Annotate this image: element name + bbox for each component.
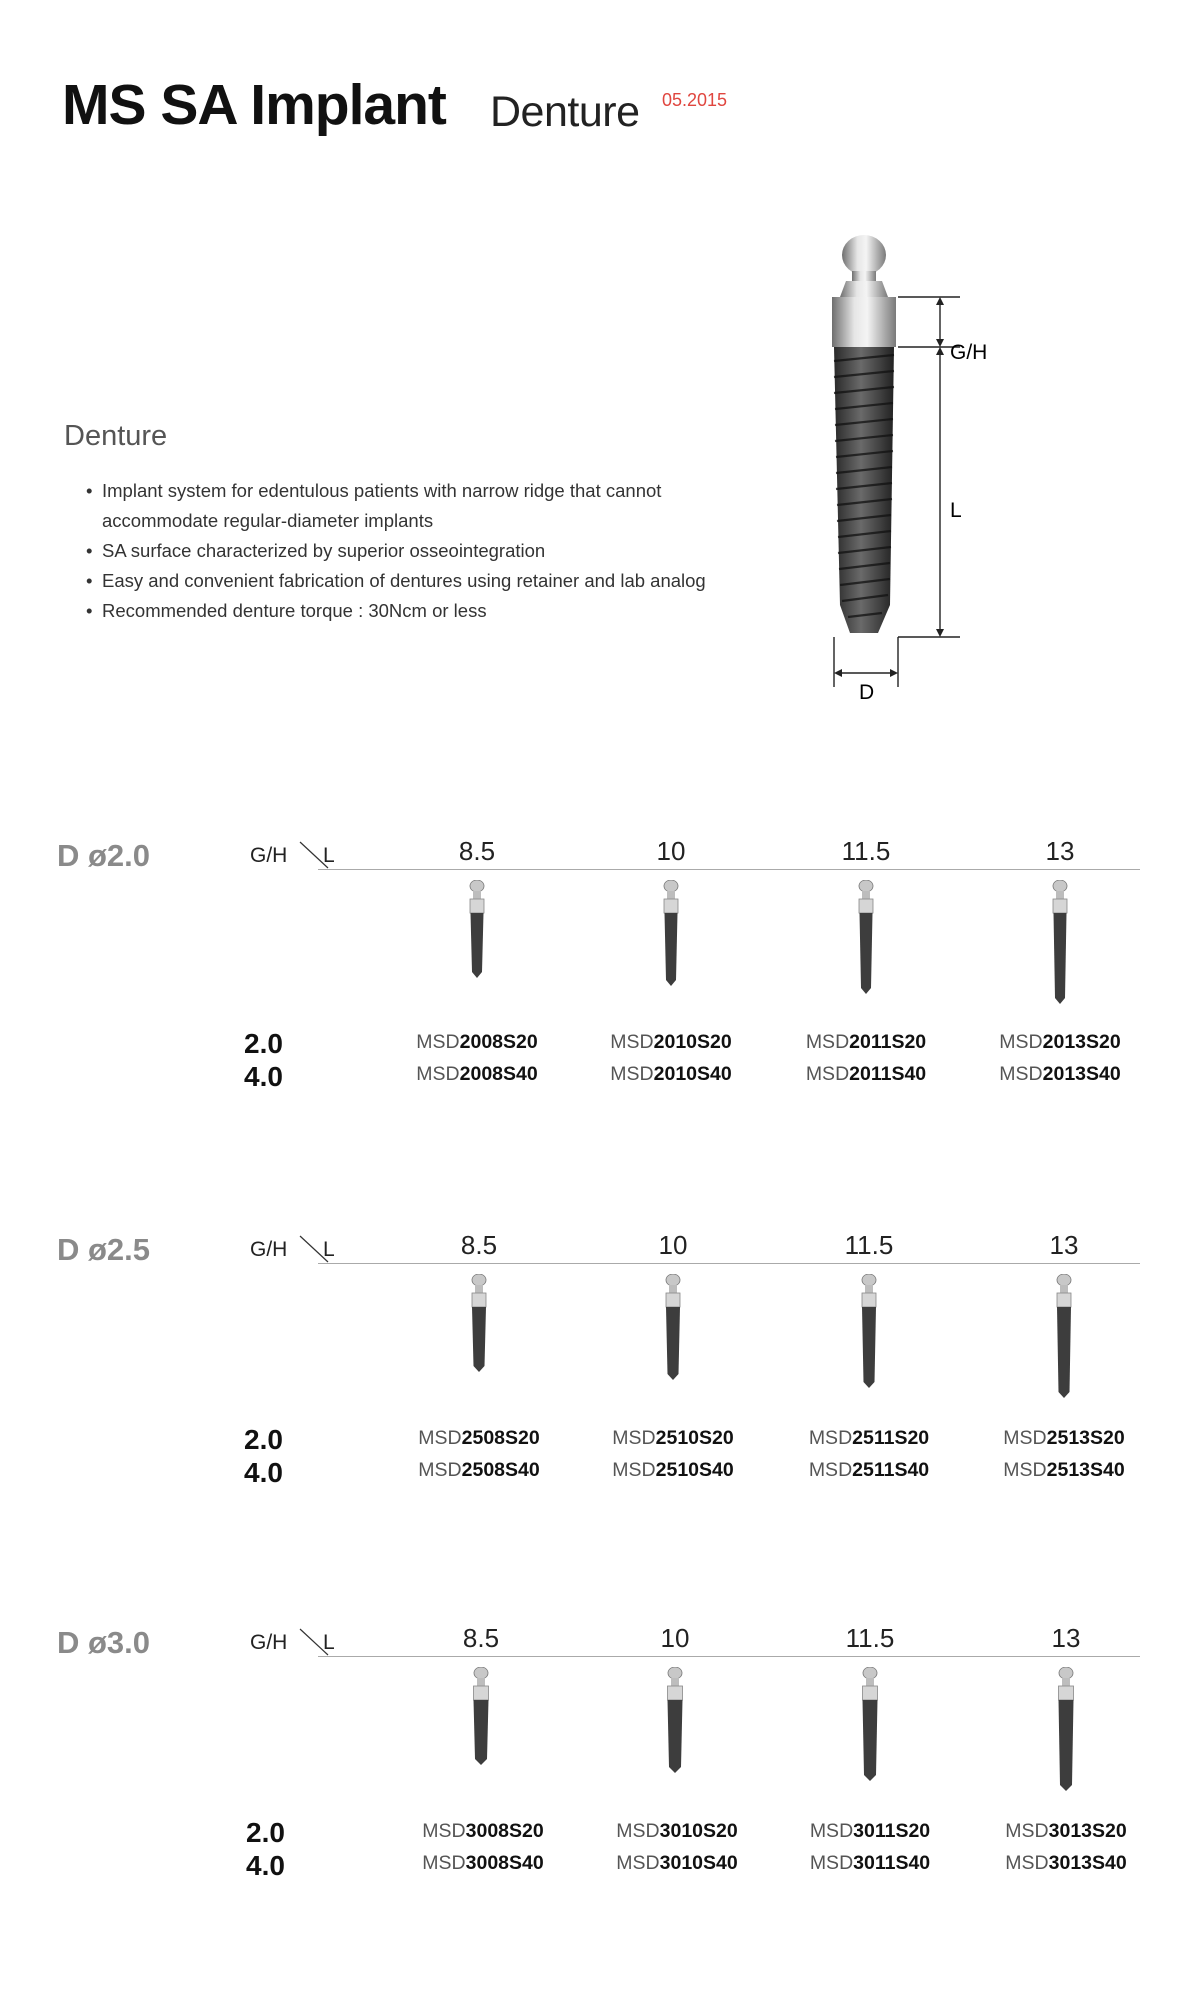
diameter-section-3-0 xyxy=(0,1625,1194,2005)
length-label: 10 xyxy=(658,1230,688,1260)
diameter-label: D ø3.0 xyxy=(57,1625,151,1660)
product-code: MSD2510S40 xyxy=(612,1459,734,1481)
gh-column-header: G/H xyxy=(250,844,288,867)
product-code: MSD3008S20 xyxy=(422,1820,544,1842)
implant-thumbnail-icon xyxy=(656,880,686,990)
product-code: MSD2511S20 xyxy=(808,1427,930,1449)
gh-value: 4.0 xyxy=(246,1850,285,1881)
gh-value: 2.0 xyxy=(244,1028,283,1059)
diameter-label: D ø2.0 xyxy=(57,838,151,873)
product-code: MSD2510S20 xyxy=(612,1427,734,1449)
neck-shape xyxy=(840,281,888,297)
product-code: MSD3013S20 xyxy=(1005,1820,1127,1842)
implant-thumbnail-icon xyxy=(462,880,492,980)
length-label: 8.5 xyxy=(462,1623,500,1653)
feature-item: • SA surface characterized by superior osseointegration xyxy=(86,536,726,566)
product-code: MSD2508S20 xyxy=(418,1427,540,1449)
implant-thumbnail-icon xyxy=(1045,880,1075,1010)
length-column-header: L xyxy=(323,844,335,867)
publication-date: 05.2015 xyxy=(662,90,728,110)
product-code: MSD2011S40 xyxy=(805,1063,927,1085)
feature-list xyxy=(86,476,726,626)
gh-column-header: G/H xyxy=(250,1631,288,1654)
implant-thumbnail-icon xyxy=(1049,1274,1079,1404)
product-code: MSD2508S40 xyxy=(418,1459,540,1481)
gh-dimension-label: G/H xyxy=(950,341,988,364)
product-code: MSD3010S20 xyxy=(616,1820,738,1842)
header-rule xyxy=(318,1656,1140,1657)
length-label: 13 xyxy=(1045,836,1075,866)
implant-thumbnail-icon xyxy=(464,1274,494,1374)
product-code: MSD2011S20 xyxy=(805,1031,927,1053)
intro-heading: Denture xyxy=(64,420,168,452)
length-label: 8.5 xyxy=(458,836,496,866)
page-subtitle: Denture xyxy=(490,88,640,136)
length-label: 10 xyxy=(660,1623,690,1653)
diameter-label: D ø2.5 xyxy=(57,1232,151,1267)
product-code: MSD2013S20 xyxy=(999,1031,1121,1053)
product-code: MSD2513S40 xyxy=(1003,1459,1125,1481)
diameter-section-2-5 xyxy=(0,1232,1194,1612)
length-label: 11.5 xyxy=(841,836,891,866)
implant-thumbnail-icon xyxy=(851,880,881,1000)
length-label: 13 xyxy=(1051,1623,1081,1653)
product-code: MSD2010S40 xyxy=(610,1063,732,1085)
length-dimension-label: L xyxy=(950,499,962,522)
gh-value: 4.0 xyxy=(244,1061,283,1092)
length-label: 8.5 xyxy=(460,1230,498,1260)
gh-value: 2.0 xyxy=(246,1817,285,1848)
product-code: MSD2008S40 xyxy=(416,1063,538,1085)
product-code: MSD3011S20 xyxy=(809,1820,931,1842)
product-code: MSD3010S40 xyxy=(616,1852,738,1874)
feature-item: • Recommended denture torque : 30Ncm or less xyxy=(86,596,726,626)
gh-column-header: G/H xyxy=(250,1238,288,1261)
feature-item: • Easy and convenient fabrication of dentures using retainer and lab analog xyxy=(86,566,726,596)
header-rule xyxy=(318,1263,1140,1264)
gh-value: 4.0 xyxy=(244,1457,283,1488)
length-column-header: L xyxy=(323,1631,335,1654)
product-code: MSD3011S40 xyxy=(809,1852,931,1874)
implant-thumbnail-icon xyxy=(660,1667,690,1777)
diameter-section-2-0 xyxy=(0,838,1194,1218)
product-code: MSD2010S20 xyxy=(610,1031,732,1053)
ball-head-shape xyxy=(842,235,886,275)
implant-dimension-diagram xyxy=(800,225,1000,705)
product-code: MSD2008S20 xyxy=(416,1031,538,1053)
header-rule xyxy=(318,869,1140,870)
product-code: MSD2511S40 xyxy=(808,1459,930,1481)
implant-thumbnail-icon xyxy=(854,1274,884,1394)
collar-shape xyxy=(832,297,896,347)
length-label: 13 xyxy=(1049,1230,1079,1260)
length-label: 10 xyxy=(656,836,686,866)
product-code: MSD3013S40 xyxy=(1005,1852,1127,1874)
product-code: MSD2013S40 xyxy=(999,1063,1121,1085)
implant-thumbnail-icon xyxy=(1051,1667,1081,1797)
implant-thumbnail-icon xyxy=(855,1667,885,1787)
product-code: MSD3008S40 xyxy=(422,1852,544,1874)
product-code: MSD2513S20 xyxy=(1003,1427,1125,1449)
gh-value: 2.0 xyxy=(244,1424,283,1455)
diameter-dimension-label: D xyxy=(859,681,875,704)
page-title: MS SA Implant xyxy=(62,73,446,137)
implant-thumbnail-icon xyxy=(466,1667,496,1767)
implant-thumbnail-icon xyxy=(658,1274,688,1384)
length-label: 11.5 xyxy=(844,1230,894,1260)
length-label: 11.5 xyxy=(845,1623,895,1653)
feature-item: • Implant system for edentulous patients with narrow ridge that cannot accommodate regular-diameter implants xyxy=(86,476,726,536)
length-column-header: L xyxy=(323,1238,335,1261)
